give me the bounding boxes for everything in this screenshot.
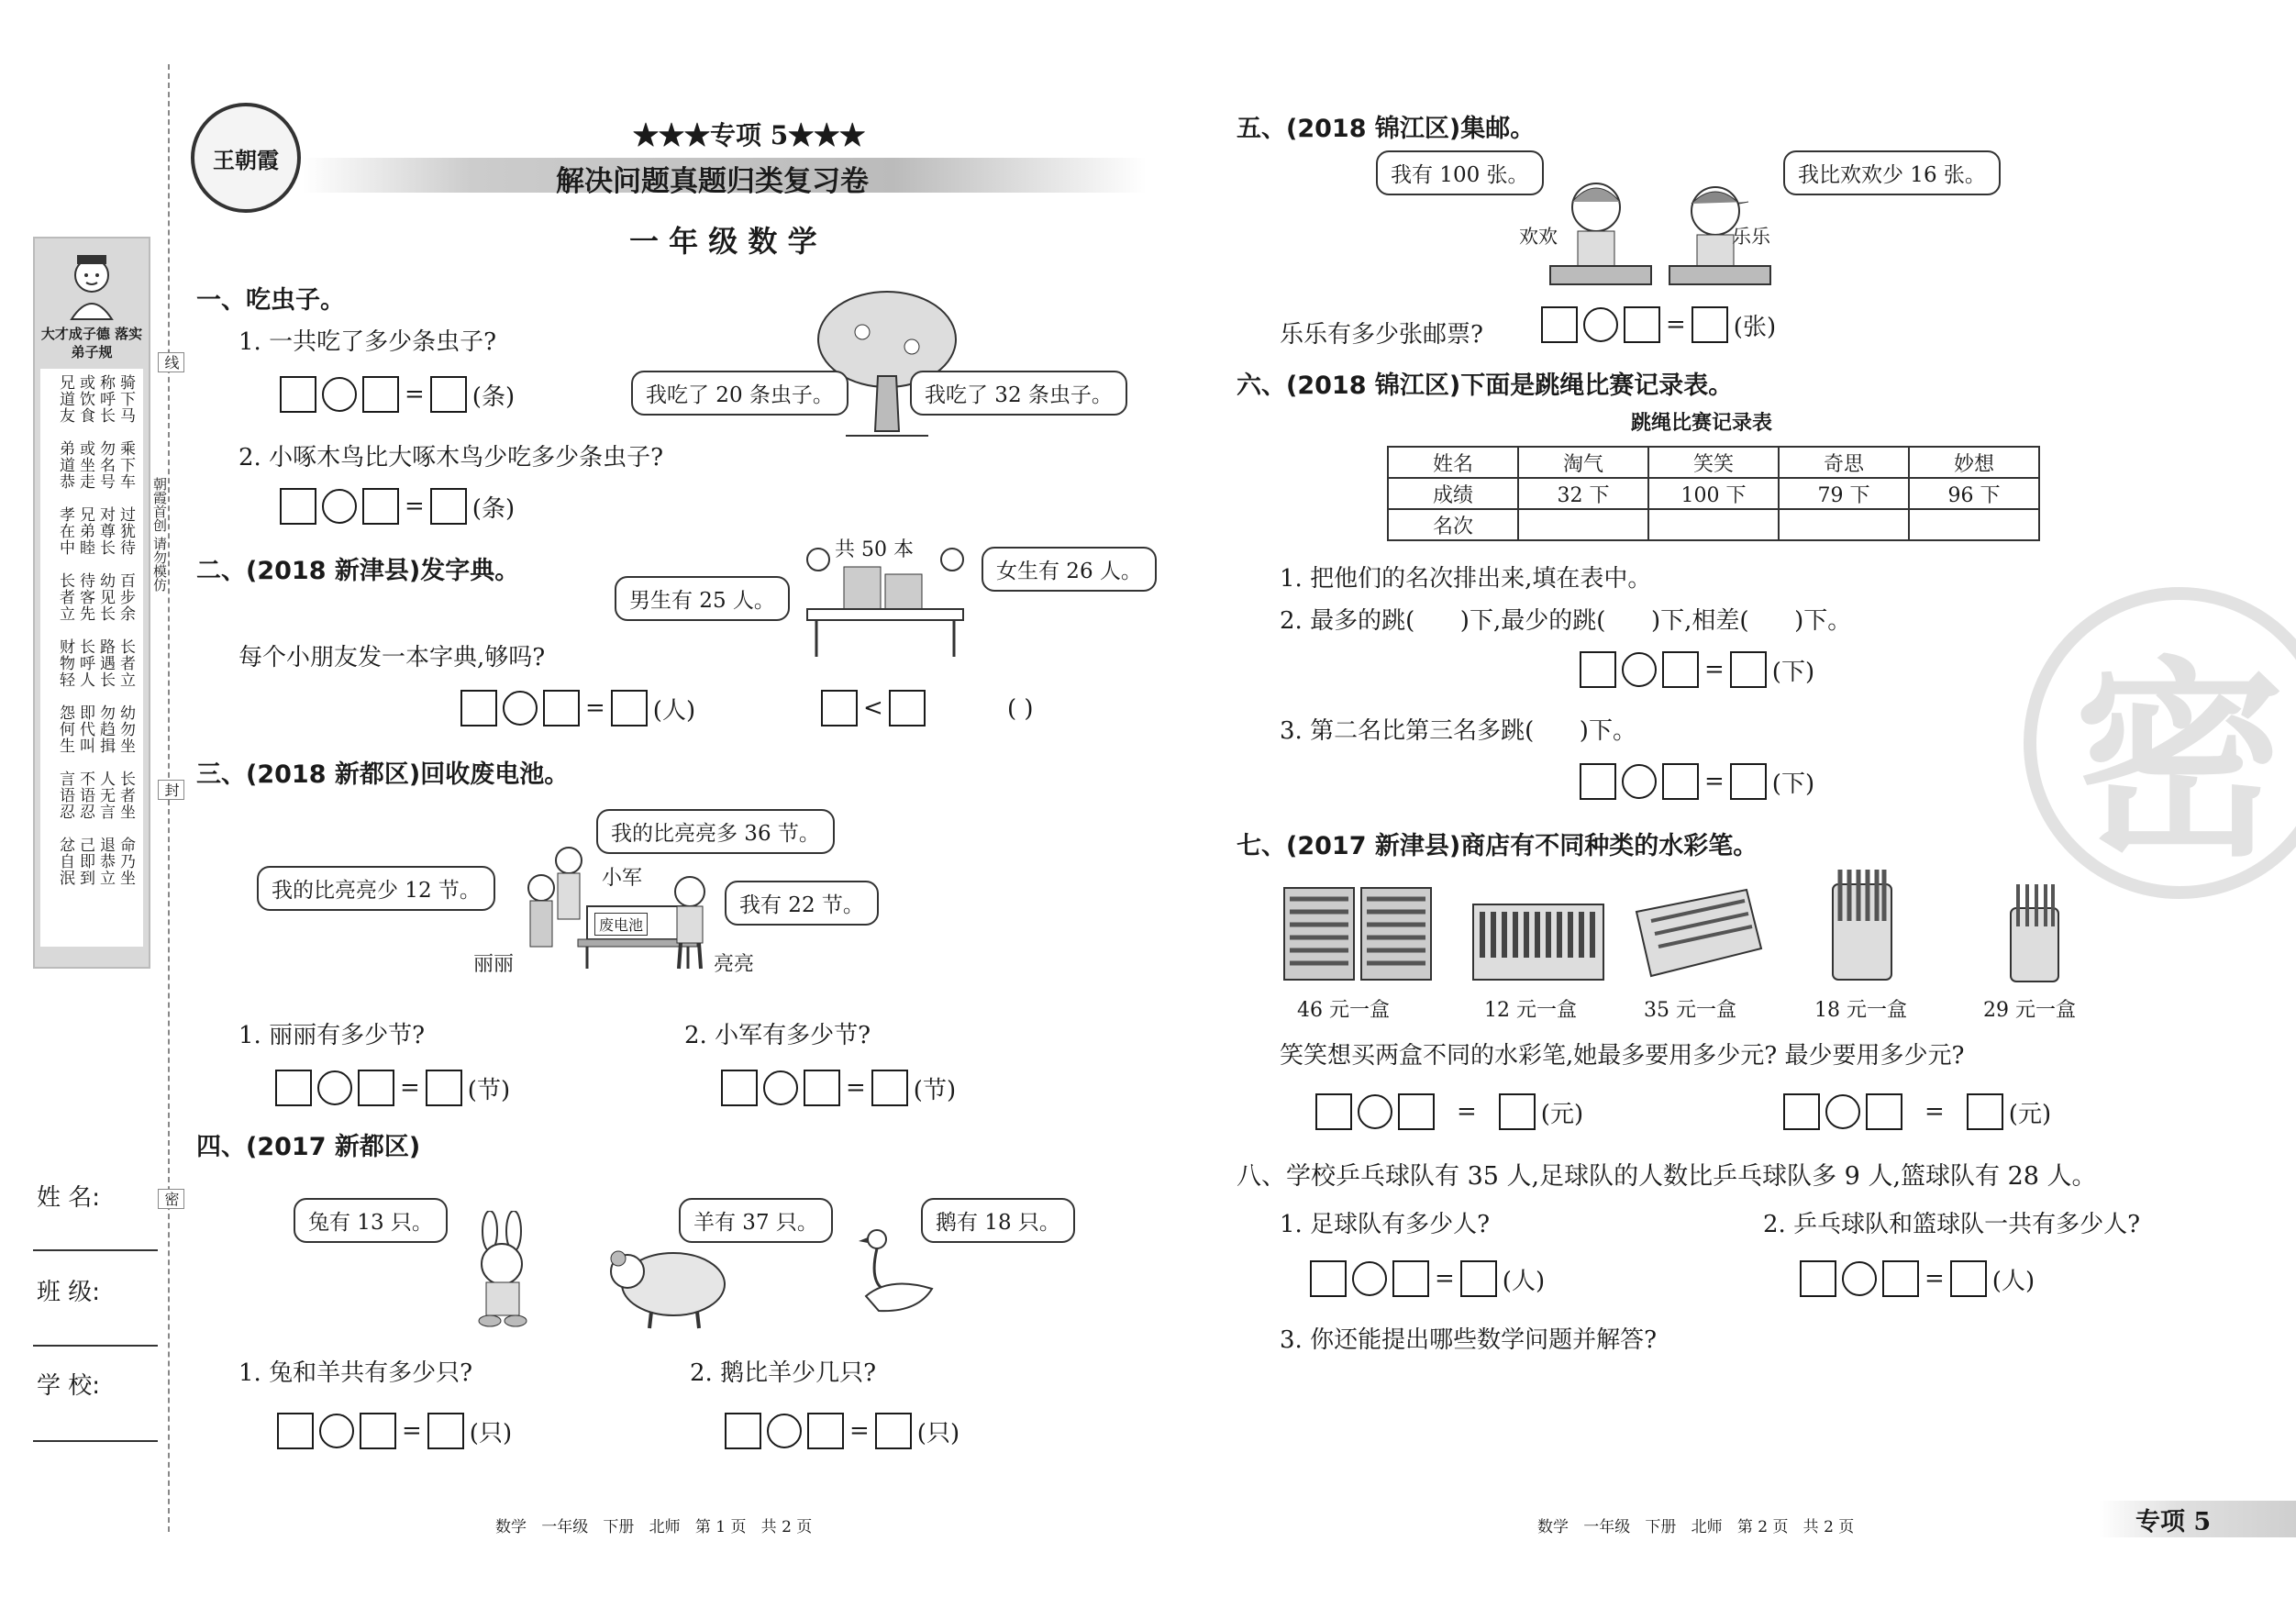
- answer-box[interactable]: [1392, 1260, 1429, 1297]
- answer-box[interactable]: [611, 690, 648, 726]
- answer-box[interactable]: [426, 1070, 462, 1106]
- motto: 大才成子德 落实弟子规: [40, 326, 143, 360]
- unit-label: (下): [1771, 658, 1815, 686]
- poem-line: 勿名号: [96, 440, 115, 490]
- unit-label: (下): [1771, 770, 1815, 798]
- equals-sign: =: [1457, 1098, 1477, 1126]
- pen-cup-5-illustration: [2005, 881, 2064, 983]
- poem-row: [50, 374, 134, 424]
- s5-bubble-huanhuan: 我有 100 张。: [1376, 150, 1544, 195]
- tree-illustration: [809, 284, 965, 440]
- poem-row: [50, 638, 134, 688]
- answer-box[interactable]: [358, 1070, 394, 1106]
- unit-label: (节): [467, 1076, 511, 1104]
- table-title: 跳绳比赛记录表: [1631, 412, 1773, 435]
- poem-line: 不语忍: [76, 771, 94, 820]
- poem-line: 财物轻: [56, 638, 74, 688]
- equals-sign: =: [1704, 656, 1725, 683]
- poem-line: 兄道友: [56, 374, 74, 424]
- unit-label: (只): [469, 1419, 513, 1447]
- answer-box[interactable]: [1580, 651, 1616, 688]
- equals-sign: =: [402, 1417, 422, 1445]
- poem-line: 即代叫: [76, 704, 94, 754]
- side-mark-feng: 封: [158, 780, 184, 800]
- answer-box[interactable]: [543, 690, 580, 726]
- unit-label: (人): [1502, 1267, 1546, 1295]
- footer-tab-label: 专项 5: [2135, 1507, 2212, 1536]
- answer-box[interactable]: [280, 488, 316, 525]
- s1-question-1: 1. 一共吃了多少条虫子?: [238, 328, 497, 356]
- operator-circle[interactable]: [317, 1070, 352, 1105]
- pen-cup-4-illustration: [1827, 866, 1897, 983]
- answer-box[interactable]: [804, 1070, 840, 1106]
- unit-label: (节): [913, 1076, 957, 1104]
- answer-box[interactable]: [430, 488, 467, 525]
- poem-line: 过犹待: [116, 506, 135, 556]
- answer-box[interactable]: [889, 690, 926, 726]
- operator-circle[interactable]: [763, 1070, 798, 1105]
- table-header-cell: 妙想: [1909, 447, 2039, 478]
- equals-sign: =: [585, 694, 605, 722]
- books-table-illustration: [798, 541, 972, 660]
- s7-equation-2: [1783, 1093, 2051, 1130]
- poem-line: 弟道恭: [56, 440, 74, 490]
- table-cell: 79 下: [1779, 478, 1909, 509]
- poem-line: 幼见长: [96, 572, 115, 622]
- poem-line: 待客先: [76, 572, 94, 622]
- answer-box[interactable]: [821, 690, 858, 726]
- operator-circle[interactable]: [1622, 652, 1657, 687]
- answer-box[interactable]: [1882, 1260, 1919, 1297]
- equals-sign: =: [1704, 768, 1725, 795]
- operator-circle[interactable]: [322, 489, 357, 524]
- poem-line: 兄弟睦: [76, 506, 94, 556]
- s5-equation: [1541, 306, 1776, 343]
- s2-question: 每个小朋友发一本字典,够吗?: [238, 644, 546, 671]
- answer-box[interactable]: [275, 1070, 312, 1106]
- s1-question-2: 2. 小啄木鸟比大啄木鸟少吃多少条虫子?: [238, 444, 664, 471]
- poem-line: 己即到: [76, 837, 94, 886]
- answer-box[interactable]: [1310, 1260, 1347, 1297]
- less-than-sign: <: [863, 694, 883, 722]
- s4-question-1: 1. 兔和羊共有多少只?: [238, 1359, 473, 1387]
- poem-line: 命乃坐: [116, 837, 135, 886]
- section-2-title: 二、(2018 新津县)发字典。: [196, 557, 520, 585]
- pen-box-2-illustration: [1471, 903, 1605, 981]
- poem-line: 怨何生: [56, 704, 74, 754]
- answer-box[interactable]: [1541, 306, 1578, 343]
- name-liangliang: 亮亮: [714, 953, 755, 976]
- poem-line: 长者立: [116, 638, 135, 688]
- pen-box-3-illustration: [1627, 884, 1765, 980]
- section-8-title: 八、学校乒乓球队有 35 人,足球队的人数比乒乓球队多 9 人,篮球队有 28 人。: [1237, 1162, 2097, 1191]
- side-mark-copyright: 朝霞首创 请勿模仿: [151, 477, 168, 592]
- poem-line: 骑下马: [116, 374, 135, 424]
- unit-label: (只): [916, 1419, 960, 1447]
- s5-question: 乐乐有多少张邮票?: [1280, 321, 1483, 349]
- equals-sign: =: [849, 1417, 870, 1445]
- poem-row: [50, 771, 134, 820]
- s1-equation-2: [280, 488, 515, 525]
- page-title: 解决问题真题归类复习卷: [556, 165, 869, 198]
- class-field-line[interactable]: [33, 1345, 158, 1347]
- s8-equation-1: [1310, 1260, 1545, 1297]
- name-huanhuan: 欢欢: [1519, 226, 1558, 248]
- school-field-line[interactable]: [33, 1440, 158, 1442]
- answer-box[interactable]: [721, 1070, 758, 1106]
- table-row: [1388, 447, 2039, 478]
- topic-label: ★★★专项 5★★★: [633, 120, 866, 150]
- answer-box[interactable]: [1662, 651, 1699, 688]
- table-cell: 32 下: [1518, 478, 1648, 509]
- s1-equation-1: [280, 376, 515, 413]
- s1-bubble-b: 我吃了 32 条虫子。: [910, 371, 1127, 416]
- operator-circle[interactable]: [503, 691, 538, 726]
- poem-line: 长呼人: [76, 638, 94, 688]
- poem-line: 路遇长: [96, 638, 115, 688]
- answer-box[interactable]: [1783, 1093, 1820, 1130]
- poem-line: 长者立: [56, 572, 74, 622]
- price-label: 35 元一盒: [1644, 999, 1736, 1022]
- poem-line: 百步余: [116, 572, 135, 622]
- poem-line: 退恭立: [96, 837, 115, 886]
- price-label: 18 元一盒: [1814, 999, 1907, 1022]
- s3-bubble-lili: 我的比亮亮少 12 节。: [257, 866, 495, 911]
- s6-equation-2: [1580, 763, 1814, 800]
- operator-circle[interactable]: [319, 1414, 354, 1448]
- s8-question-1: 1. 足球队有多少人?: [1280, 1211, 1491, 1238]
- side-mark-mi: 密: [158, 1189, 184, 1209]
- answer-box[interactable]: [1580, 763, 1616, 800]
- equals-sign: =: [1666, 311, 1686, 338]
- equals-sign: =: [1924, 1265, 1945, 1292]
- poem-line: 长者坐: [116, 771, 135, 820]
- answer-box[interactable]: [1730, 763, 1767, 800]
- operator-circle[interactable]: [767, 1414, 802, 1448]
- s3-equation-2: [721, 1070, 956, 1106]
- table-cell: 96 下: [1909, 478, 2039, 509]
- unit-label: (条): [471, 383, 516, 411]
- footer-right: 数学 一年级 下册 北师 第 2 页 共 2 页: [1537, 1518, 1855, 1536]
- answer-box[interactable]: [1624, 306, 1660, 343]
- books-label: 共 50 本: [835, 538, 914, 561]
- s2-equation: [460, 690, 695, 726]
- poem-line: 或饮食: [76, 374, 94, 424]
- s4-bubble-rabbit: 兔有 13 只。: [294, 1198, 448, 1243]
- name-lele: 乐乐: [1732, 226, 1770, 248]
- record-table: [1387, 446, 2040, 541]
- rabbit-illustration: [462, 1211, 545, 1330]
- poem-row: [50, 572, 134, 622]
- poem-line: 乘下车: [116, 440, 135, 490]
- logo: [191, 103, 301, 213]
- table-header-cell: 笑笑: [1648, 447, 1779, 478]
- answer-box[interactable]: [277, 1413, 314, 1449]
- footer-tab: [2099, 1501, 2296, 1537]
- unit-label: (人): [652, 696, 696, 725]
- operator-circle[interactable]: [1583, 307, 1618, 342]
- section-1-title: 一、吃虫子。: [196, 286, 345, 315]
- s8-question-2: 2. 乒乓球队和篮球队一共有多少人?: [1763, 1211, 2141, 1238]
- answer-box[interactable]: [725, 1413, 761, 1449]
- operator-circle[interactable]: [1825, 1094, 1860, 1129]
- s4-bubble-goose: 鹅有 18 只。: [921, 1198, 1075, 1243]
- answer-box[interactable]: [1315, 1093, 1352, 1130]
- sidebar-panel: [33, 237, 150, 969]
- poem-row: [50, 837, 134, 886]
- s8-question-3: 3. 你还能提出哪些数学问题并解答?: [1280, 1326, 1658, 1354]
- watermark-text: 密: [2073, 639, 2285, 885]
- s2-answer-blank[interactable]: ( ): [1007, 695, 1034, 723]
- answer-box[interactable]: [362, 376, 399, 413]
- s5-bubble-lele: 我比欢欢少 16 张。: [1783, 150, 2001, 195]
- equals-sign: =: [405, 381, 425, 408]
- equals-sign: =: [405, 493, 425, 520]
- s3-question-2: 2. 小军有多少节?: [684, 1022, 871, 1049]
- answer-box[interactable]: [362, 488, 399, 525]
- footer-left: 数学 一年级 下册 北师 第 1 页 共 2 页: [495, 1518, 813, 1536]
- poem-line: 人无言: [96, 771, 115, 820]
- equals-sign: =: [1924, 1098, 1945, 1126]
- name-field-line[interactable]: [33, 1249, 158, 1251]
- operator-circle[interactable]: [1622, 764, 1657, 799]
- s8-equation-2: [1800, 1260, 2035, 1297]
- poem-line: 幼勿坐: [116, 704, 135, 754]
- pen-box-1-illustration: [1281, 884, 1436, 985]
- battery-box-label: 废电池: [594, 913, 648, 936]
- table-row: [1388, 478, 2039, 509]
- operator-circle[interactable]: [1358, 1094, 1392, 1129]
- unit-label: (张): [1733, 313, 1777, 341]
- logo-text: 王朝霞: [213, 146, 279, 173]
- side-mark-xian: 线: [158, 352, 184, 372]
- s6-question-2: 2. 最多的跳( )下,最少的跳( )下,相差( )下。: [1280, 607, 1852, 635]
- answer-box[interactable]: [427, 1413, 464, 1449]
- answer-box[interactable]: [1460, 1260, 1497, 1297]
- equals-sign: =: [846, 1074, 866, 1102]
- table-cell: 名次: [1388, 509, 1518, 540]
- table-cell: 成绩: [1388, 478, 1518, 509]
- poem-line: 勿趋揖: [96, 704, 115, 754]
- s4-question-2: 2. 鹅比羊少几只?: [690, 1359, 877, 1387]
- poem-line: 忿自泯: [56, 837, 74, 886]
- answer-box[interactable]: [1662, 763, 1699, 800]
- section-3-title: 三、(2018 新都区)回收废电池。: [196, 760, 570, 789]
- watermark-seal: [2024, 587, 2296, 899]
- poem-line: 或坐走: [76, 440, 94, 490]
- answer-box[interactable]: [871, 1070, 908, 1106]
- s3-boy-illustration: [662, 871, 717, 972]
- poem-line: 称呼长: [96, 374, 115, 424]
- answer-box[interactable]: [1730, 651, 1767, 688]
- answer-box[interactable]: [1800, 1260, 1836, 1297]
- rank-input-cell[interactable]: [1648, 509, 1779, 540]
- s3-question-1: 1. 丽丽有多少节?: [238, 1022, 426, 1049]
- unit-label: (人): [1991, 1267, 2035, 1295]
- table-cell: 100 下: [1648, 478, 1779, 509]
- section-6-title: 六、(2018 锦江区)下面是跳绳比赛记录表。: [1237, 372, 1734, 400]
- poem-row: [50, 506, 134, 556]
- s7-question: 笑笑想买两盒不同的水彩笔,她最多要用多少元? 最少要用多少元?: [1280, 1042, 1965, 1070]
- answer-box[interactable]: [875, 1413, 912, 1449]
- operator-circle[interactable]: [1842, 1261, 1877, 1296]
- price-label: 46 元一盒: [1297, 999, 1390, 1022]
- s6-question-1: 1. 把他们的名次排出来,填在表中。: [1280, 565, 1652, 593]
- price-label: 29 元一盒: [1983, 999, 2076, 1022]
- answer-box[interactable]: [1866, 1093, 1902, 1130]
- s2-comparison: [821, 690, 926, 726]
- table-header-cell: 姓名: [1388, 447, 1518, 478]
- answer-box[interactable]: [360, 1413, 396, 1449]
- rank-input-cell[interactable]: [1779, 509, 1909, 540]
- poem: [40, 369, 143, 947]
- answer-box[interactable]: [1398, 1093, 1435, 1130]
- section-4-title: 四、(2017 新都区): [196, 1133, 421, 1161]
- s4-bubble-sheep: 羊有 37 只。: [679, 1198, 833, 1243]
- answer-box[interactable]: [1499, 1093, 1536, 1130]
- s4-equation-1: [277, 1413, 512, 1449]
- school-field-label: 学 校:: [37, 1372, 101, 1400]
- poem-line: 孝在中: [56, 506, 74, 556]
- answer-box[interactable]: [460, 690, 497, 726]
- page-subtitle: 一 年 级 数 学: [629, 224, 817, 259]
- s6-question-3: 3. 第二名比第三名多跳( )下。: [1280, 717, 1636, 745]
- sheep-illustration: [605, 1238, 734, 1330]
- poem-row: [50, 440, 134, 490]
- name-lili: 丽丽: [473, 953, 515, 976]
- unit-label: (条): [471, 494, 516, 523]
- poem-row: [50, 704, 134, 754]
- equals-sign: =: [1435, 1265, 1455, 1292]
- operator-circle[interactable]: [1352, 1261, 1387, 1296]
- unit-label: (元): [1540, 1100, 1584, 1128]
- answer-box[interactable]: [1967, 1093, 2003, 1130]
- s4-equation-2: [725, 1413, 959, 1449]
- mascot-icon: [55, 248, 128, 321]
- poem-line: 对尊长: [96, 506, 115, 556]
- answer-box[interactable]: [430, 376, 467, 413]
- poem-line: 言语忍: [56, 771, 74, 820]
- section-7-title: 七、(2017 新津县)商店有不同种类的水彩笔。: [1237, 832, 1758, 860]
- goose-illustration: [853, 1225, 936, 1316]
- s7-equation-1: [1315, 1093, 1583, 1130]
- s3-bubble-xiaojun: 我的比亮亮多 36 节。: [596, 809, 835, 854]
- operator-circle[interactable]: [322, 377, 357, 412]
- section-5-title: 五、(2018 锦江区)集邮。: [1237, 115, 1536, 143]
- answer-box[interactable]: [1950, 1260, 1987, 1297]
- rank-input-cell[interactable]: [1909, 509, 2039, 540]
- table-header-cell: 淘气: [1518, 447, 1648, 478]
- table-header-cell: 奇思: [1779, 447, 1909, 478]
- s3-equation-1: [275, 1070, 510, 1106]
- answer-box[interactable]: [1691, 306, 1728, 343]
- answer-box[interactable]: [280, 376, 316, 413]
- unit-label: (元): [2008, 1100, 2052, 1128]
- name-xiaojun: 小军: [602, 867, 643, 890]
- equals-sign: =: [400, 1074, 420, 1102]
- s1-bubble-a: 我吃了 20 条虫子。: [631, 371, 849, 416]
- answer-box[interactable]: [807, 1413, 844, 1449]
- s2-bubble-boys: 男生有 25 人。: [615, 576, 790, 621]
- s2-bubble-girls: 女生有 26 人。: [982, 547, 1157, 592]
- rank-input-cell[interactable]: [1518, 509, 1648, 540]
- s6-equation-1: [1580, 651, 1814, 688]
- class-field-label: 班 级:: [37, 1279, 101, 1306]
- s3-bubble-liangliang: 我有 22 节。: [725, 881, 879, 926]
- table-row: [1388, 509, 2039, 540]
- price-label: 12 元一盒: [1484, 999, 1577, 1022]
- name-field-label: 姓 名:: [37, 1184, 101, 1212]
